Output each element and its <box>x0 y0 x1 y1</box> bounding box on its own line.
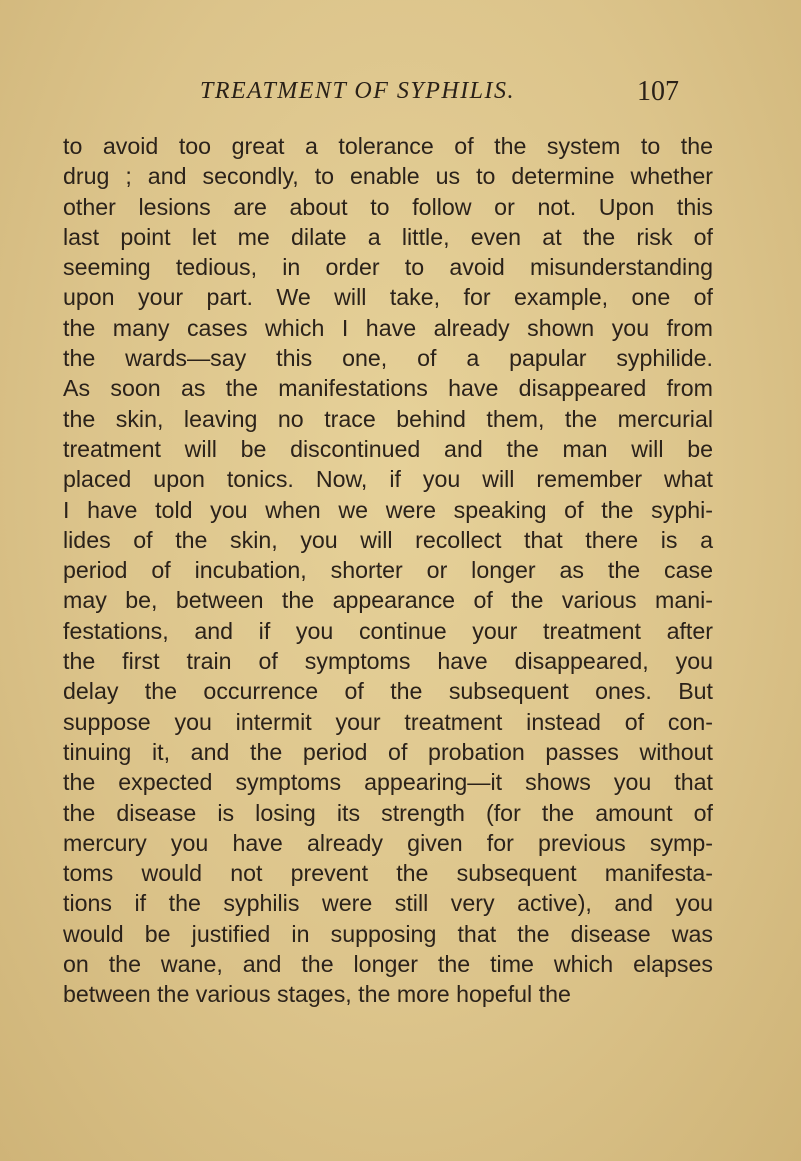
text-line: toms would not prevent the subsequent manifesta- <box>63 860 713 887</box>
text-line: I have told you when we were speaking of the syphi- <box>63 496 713 523</box>
text-line: drug ; and secondly, to enable us to determine whether <box>63 163 713 190</box>
text-line: placed upon tonics. Now, if you will remember what <box>63 466 713 493</box>
text-line: the wards—say this one, of a papular syphilide. <box>63 345 713 372</box>
text-line: mercury you have already given for previous symp- <box>63 829 713 856</box>
text-line: lides of the skin, you will recollect that there is a <box>63 526 713 553</box>
page-number: 107 <box>637 76 679 107</box>
text-line: other lesions are about to follow or not. Upon this <box>63 193 713 220</box>
text-line: upon your part. We will take, for example, one of <box>63 284 713 311</box>
text-line: on the wane, and the longer the time which elapses <box>63 951 713 978</box>
text-line: would be justified in supposing that the disease was <box>63 920 713 947</box>
text-line: the disease is losing its strength (for the amount of <box>63 799 713 826</box>
body-text <box>63 131 713 1010</box>
text-line: the many cases which I have already shown you from <box>63 314 713 341</box>
running-head <box>200 78 680 114</box>
text-line: tinuing it, and the period of probation passes without <box>63 738 713 765</box>
text-line: to avoid too great a tolerance of the system to the <box>63 133 713 159</box>
text-line: last point let me dilate a little, even at the risk of <box>63 223 713 250</box>
text-line: festations, and if you continue your treatment after <box>63 617 713 644</box>
text-line: seeming tedious, in order to avoid misunderstanding <box>63 254 713 281</box>
text-line: tions if the syphilis were still very active), and you <box>63 890 713 917</box>
text-line: treatment will be discontinued and the man will be <box>63 435 713 462</box>
text-line: suppose you intermit your treatment instead of con- <box>63 708 713 735</box>
text-line: between the various stages, the more hopeful the <box>63 981 571 1008</box>
text-line: As soon as the manifestations have disappeared from <box>63 375 713 402</box>
text-line: period of incubation, shorter or longer as the case <box>63 557 713 584</box>
text-line: may be, between the appearance of the various mani- <box>63 587 713 614</box>
text-line: the expected symptoms appearing—it shows you that <box>63 769 713 796</box>
text-line: the first train of symptoms have disappeared, you <box>63 648 713 675</box>
running-title: TREATMENT OF SYPHILIS. <box>200 78 516 104</box>
text-line: the skin, leaving no trace behind them, the mercurial <box>63 405 713 432</box>
text-line: delay the occurrence of the subsequent ones. But <box>63 678 713 705</box>
